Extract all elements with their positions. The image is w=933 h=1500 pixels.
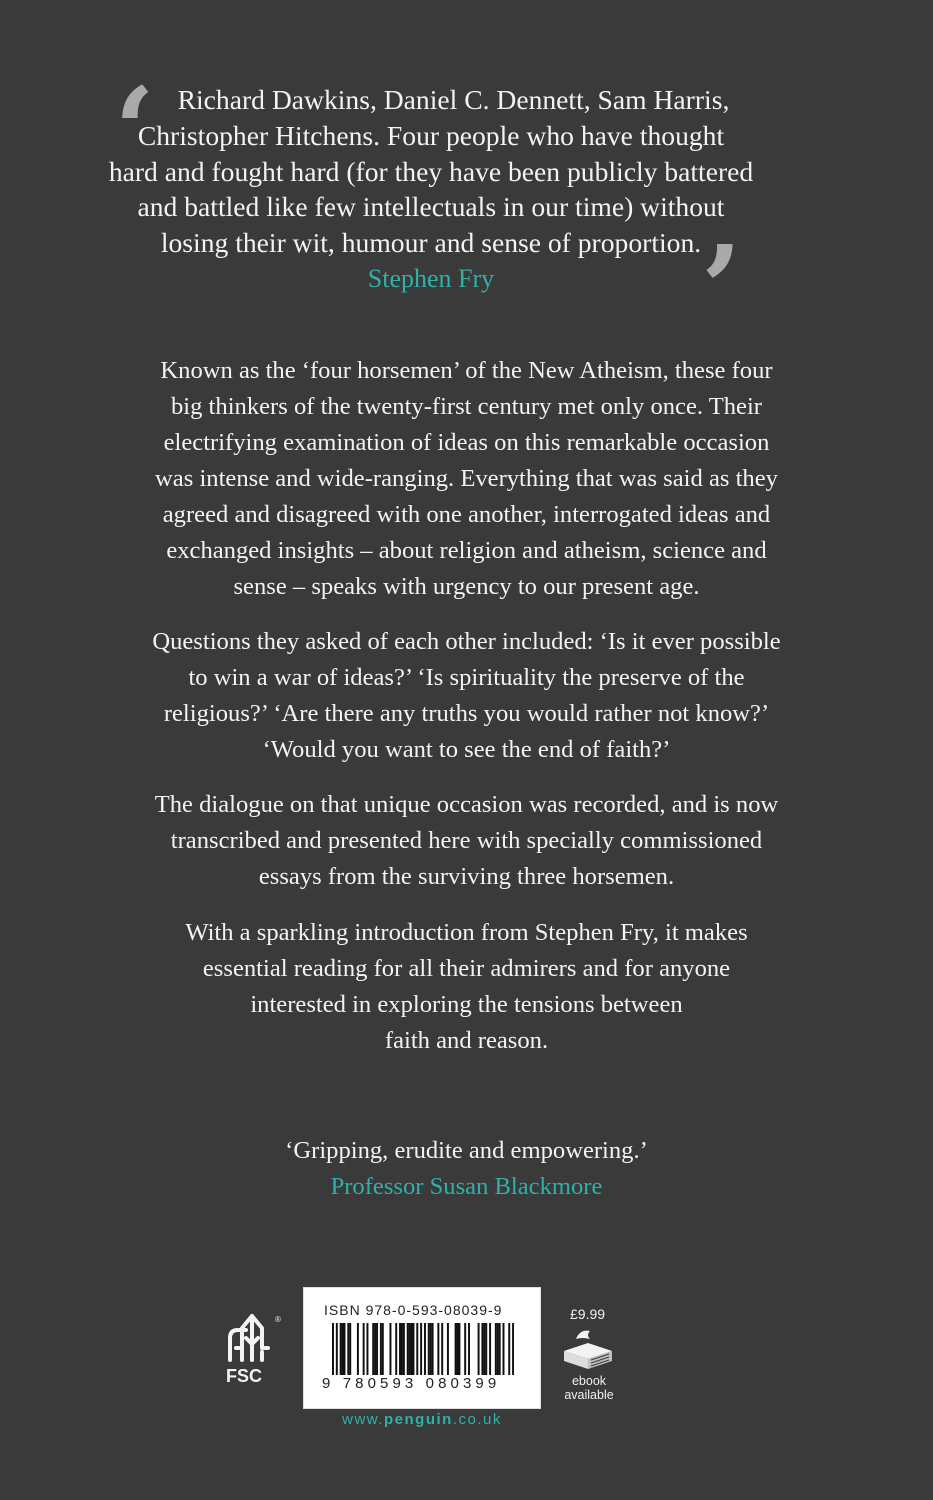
barcode-bar bbox=[412, 1323, 414, 1375]
isbn-text: ISBN 978-0-593-08039-9 bbox=[324, 1302, 503, 1318]
bottom-quote-author: Professor Susan Blackmore bbox=[330, 1173, 603, 1200]
ebook-label-line2: available bbox=[564, 1388, 614, 1402]
paragraph-line: big thinkers of the twenty-first century met only once. Their bbox=[170, 393, 762, 420]
price: £9.99 bbox=[570, 1306, 606, 1322]
registered-mark: ® bbox=[275, 1315, 281, 1324]
barcode-digits: 9 780593 080399 bbox=[322, 1375, 501, 1392]
website-brand: penguin bbox=[383, 1411, 453, 1428]
top-quote-line: losing their wit, humour and sense of proportion. bbox=[160, 227, 702, 259]
barcode-bar bbox=[340, 1323, 342, 1375]
barcode-bar bbox=[347, 1323, 349, 1375]
paragraph-line: sense – speaks with urgency to our present age. bbox=[233, 573, 700, 600]
barcode-bar bbox=[403, 1323, 405, 1375]
description-paragraph bbox=[70, 353, 863, 605]
ebook-label-line1: ebook bbox=[571, 1374, 607, 1388]
paragraph-line: agreed and disagreed with one another, interrogated ideas and bbox=[162, 501, 771, 528]
website-prefix: www. bbox=[342, 1411, 384, 1428]
barcode-bar bbox=[409, 1323, 411, 1375]
website-suffix: .co.uk bbox=[452, 1411, 502, 1428]
barcode-bar bbox=[432, 1323, 434, 1375]
barcode-bar bbox=[481, 1323, 483, 1375]
barcode-bar bbox=[495, 1323, 497, 1375]
barcode-bars bbox=[332, 1323, 514, 1375]
barcode-bar bbox=[372, 1323, 374, 1375]
barcode-bar bbox=[374, 1323, 376, 1375]
description-paragraph bbox=[70, 787, 863, 895]
barcode-bar bbox=[332, 1323, 334, 1375]
barcode bbox=[303, 1287, 541, 1409]
paragraph-line: exchanged insights – about religion and atheism, science and bbox=[166, 537, 767, 564]
barcode-bar bbox=[499, 1323, 501, 1375]
paragraph-line: With a sparkling introduction from Stephen Fry, it makes bbox=[185, 919, 748, 946]
barcode-bar bbox=[464, 1323, 466, 1375]
barcode-bar bbox=[458, 1323, 460, 1375]
paragraph-line: The dialogue on that unique occasion was recorded, and is now bbox=[154, 791, 779, 818]
description-paragraph bbox=[70, 915, 863, 1059]
barcode-bar bbox=[437, 1323, 439, 1375]
open-quote-mark: ‘ bbox=[114, 61, 156, 200]
publisher-website bbox=[303, 1411, 541, 1428]
fsc-tree-icon bbox=[222, 1308, 288, 1388]
barcode-bar bbox=[349, 1323, 351, 1375]
barcode-bar bbox=[447, 1323, 449, 1375]
close-quote-mark: ’ bbox=[700, 219, 742, 358]
bottom-quote bbox=[100, 1133, 833, 1205]
paragraph-line: interested in exploring the tensions between bbox=[250, 991, 683, 1018]
barcode-bar bbox=[478, 1323, 480, 1375]
barcode-bar bbox=[382, 1323, 384, 1375]
barcode-bar bbox=[363, 1323, 365, 1375]
bottom-quote-text: ‘Gripping, erudite and empowering.’ bbox=[285, 1137, 648, 1164]
top-quote-line: and battled like few intellectuals in our time) without bbox=[137, 191, 725, 223]
barcode-bar bbox=[512, 1323, 514, 1375]
paragraph-line: religious?’ ‘Are there any truths you would rather not know?’ bbox=[163, 700, 770, 727]
top-quote-line: Richard Dawkins, Daniel C. Dennett, Sam Harris, bbox=[177, 84, 730, 115]
barcode-bar bbox=[401, 1323, 403, 1375]
paragraph-line: faith and reason. bbox=[384, 1027, 549, 1054]
description-paragraph bbox=[70, 624, 863, 768]
barcode-bar bbox=[455, 1323, 457, 1375]
barcode-bar bbox=[441, 1323, 443, 1375]
paragraph-line: Questions they asked of each other included: ‘Is it ever possible bbox=[152, 628, 781, 655]
barcode-bar bbox=[483, 1323, 485, 1375]
paragraph-line: essential reading for all their admirers and for anyone bbox=[202, 955, 731, 982]
barcode-bar bbox=[389, 1323, 391, 1375]
ebook-book-icon bbox=[560, 1327, 616, 1373]
top-quote bbox=[100, 61, 762, 358]
barcode-bar bbox=[376, 1323, 378, 1375]
barcode-bar bbox=[430, 1323, 432, 1375]
top-quote-text bbox=[100, 82, 762, 261]
barcode-bar bbox=[407, 1323, 409, 1375]
paragraph-line: to win a war of ideas?’ ‘Is spirituality the preserve of the bbox=[188, 664, 745, 691]
barcode-bar bbox=[428, 1323, 430, 1375]
barcode-bar bbox=[497, 1323, 499, 1375]
barcode-bar bbox=[416, 1323, 418, 1375]
paragraph-line: Known as the ‘four horsemen’ of the New Atheism, these four bbox=[160, 357, 773, 384]
top-quote-author: Stephen Fry bbox=[367, 263, 495, 293]
fsc-label: FSC bbox=[226, 1366, 262, 1386]
barcode-bar bbox=[399, 1323, 401, 1375]
barcode-bar bbox=[457, 1323, 459, 1375]
paragraph-line: ‘Would you want to see the end of faith?’ bbox=[262, 736, 671, 763]
barcode-bar bbox=[503, 1323, 505, 1375]
top-quote-line: hard and fought hard (for they have been publicly battered bbox=[108, 155, 754, 187]
ebook-available-label bbox=[555, 1374, 623, 1402]
barcode-bar bbox=[342, 1323, 344, 1375]
barcode-bar bbox=[343, 1323, 345, 1375]
barcode-bar bbox=[366, 1323, 368, 1375]
barcode-bar bbox=[489, 1323, 491, 1375]
barcode-bar bbox=[424, 1323, 426, 1375]
barcode-bar bbox=[420, 1323, 422, 1375]
barcode-bar bbox=[468, 1323, 470, 1375]
barcode-bar bbox=[485, 1323, 487, 1375]
paragraph-line: transcribed and presented here with specially commissioned bbox=[170, 827, 763, 854]
barcode-bar bbox=[508, 1323, 510, 1375]
paragraph-line: was intense and wide-ranging. Everything that was said as they bbox=[155, 465, 778, 492]
barcode-bar bbox=[411, 1323, 413, 1375]
paragraph-line: electrifying examination of ideas on this remarkable occasion bbox=[163, 429, 770, 456]
barcode-bar bbox=[357, 1323, 359, 1375]
barcode-bar bbox=[336, 1323, 338, 1375]
barcode-bar bbox=[380, 1323, 382, 1375]
top-quote-line: Christopher Hitchens. Four people who have thought bbox=[137, 119, 725, 151]
paragraph-line: essays from the surviving three horsemen. bbox=[258, 863, 675, 890]
barcode-bar bbox=[395, 1323, 397, 1375]
